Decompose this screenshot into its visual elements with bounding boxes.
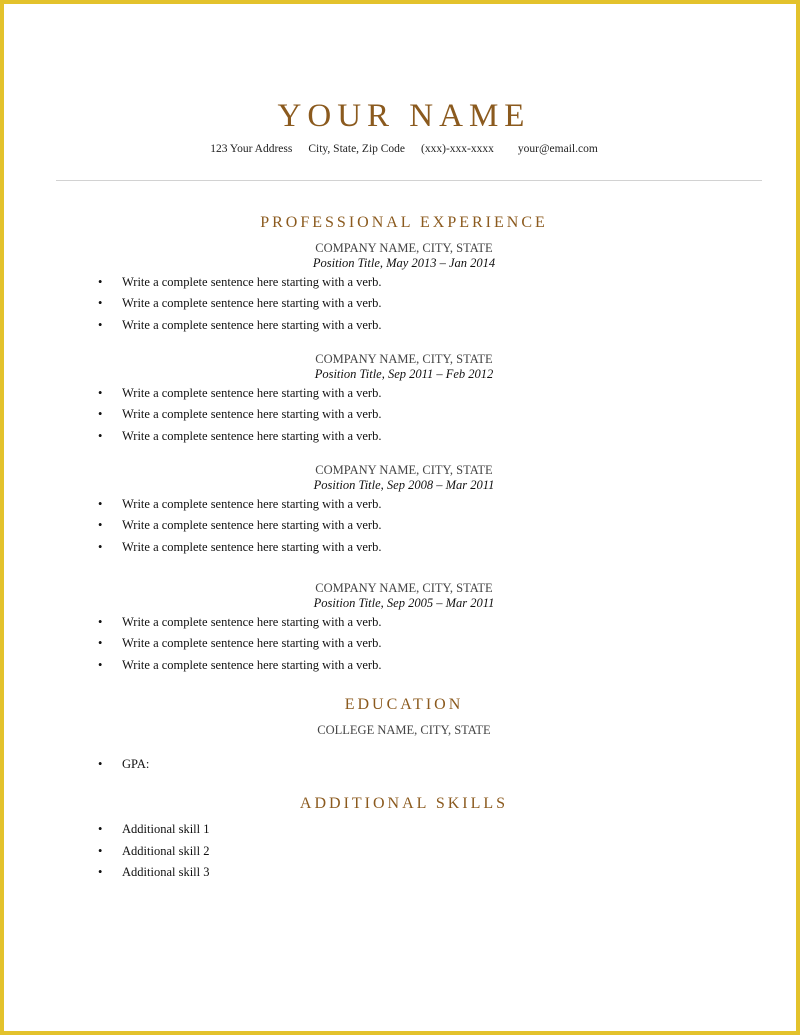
section-heading-education: EDUCATION (344, 696, 464, 713)
bullet-icon: • (98, 386, 103, 400)
list-item (98, 385, 698, 401)
list-item-text: Write a complete sentence here starting with a verb. (122, 296, 382, 310)
list-item-text: Additional skill 1 (122, 822, 210, 836)
education-college: COLLEGE NAME, CITY, STATE (317, 723, 491, 737)
list-item (98, 821, 698, 837)
list-item (98, 517, 698, 533)
list-item-text: Write a complete sentence here starting with a verb. (122, 658, 382, 672)
bullet-icon: • (98, 296, 103, 310)
job-company: COMPANY NAME, CITY, STATE (315, 241, 493, 255)
section-heading-skills: ADDITIONAL SKILLS (299, 795, 509, 812)
list-item-text: GPA: (122, 757, 150, 771)
contact-line (4, 141, 800, 157)
bullet-icon: • (98, 844, 103, 858)
list-item-text: Write a complete sentence here starting with a verb. (122, 275, 382, 289)
list-item (98, 496, 698, 512)
list-item-text: Write a complete sentence here starting with a verb. (122, 615, 382, 629)
list-item-text: Write a complete sentence here starting with a verb. (122, 636, 382, 650)
list-item (98, 843, 698, 859)
bullet-icon: • (98, 757, 103, 771)
contact-address: 123 Your Address (210, 143, 293, 155)
list-item-text: Write a complete sentence here starting with a verb. (122, 386, 382, 400)
list-item (98, 406, 698, 422)
bullet-icon: • (98, 540, 103, 554)
list-item-text: Write a complete sentence here starting with a verb. (122, 407, 382, 421)
bullet-icon: • (98, 407, 103, 421)
list-item (98, 317, 698, 333)
job-company: COMPANY NAME, CITY, STATE (315, 463, 493, 477)
list-item-text: Additional skill 3 (122, 865, 210, 879)
bullet-icon: • (98, 822, 103, 836)
list-item (98, 635, 698, 651)
job-company: COMPANY NAME, CITY, STATE (315, 352, 493, 366)
list-item (98, 274, 698, 290)
list-item (98, 295, 698, 311)
contact-email: your@email.com (517, 143, 598, 155)
bullet-icon: • (98, 429, 103, 443)
list-item-text: Write a complete sentence here starting with a verb. (122, 497, 382, 511)
job-company: COMPANY NAME, CITY, STATE (315, 581, 493, 595)
bullet-icon: • (98, 497, 103, 511)
bullet-icon: • (98, 865, 103, 879)
job-position: Position Title, May 2013 – Jan 2014 (312, 256, 496, 270)
job-position: Position Title, Sep 2011 – Feb 2012 (314, 367, 494, 381)
list-item-text: Write a complete sentence here starting with a verb. (122, 518, 382, 532)
bullet-icon: • (98, 658, 103, 672)
bullet-icon: • (98, 636, 103, 650)
list-item-text: Write a complete sentence here starting with a verb. (122, 540, 382, 554)
bullet-icon: • (98, 275, 103, 289)
list-item-text: Write a complete sentence here starting with a verb. (122, 318, 382, 332)
bullet-icon: • (98, 518, 103, 532)
bullet-icon: • (98, 318, 103, 332)
section-heading-experience: PROFESSIONAL EXPERIENCE (260, 214, 548, 231)
resume-name: YOUR NAME (277, 98, 531, 134)
list-item (98, 428, 698, 444)
bullet-icon: • (98, 615, 103, 629)
list-item (98, 539, 698, 555)
list-item-text: Additional skill 2 (122, 844, 210, 858)
header-divider (56, 180, 762, 181)
list-item-text: Write a complete sentence here starting with a verb. (122, 429, 382, 443)
contact-phone: (xxx)-xxx-xxxx (421, 143, 494, 155)
list-item (98, 756, 698, 772)
contact-city-state-zip: City, State, Zip Code (308, 143, 406, 155)
list-item (98, 864, 698, 880)
list-item (98, 657, 698, 673)
list-item (98, 614, 698, 630)
job-position: Position Title, Sep 2008 – Mar 2011 (313, 478, 495, 492)
job-position: Position Title, Sep 2005 – Mar 2011 (313, 596, 495, 610)
